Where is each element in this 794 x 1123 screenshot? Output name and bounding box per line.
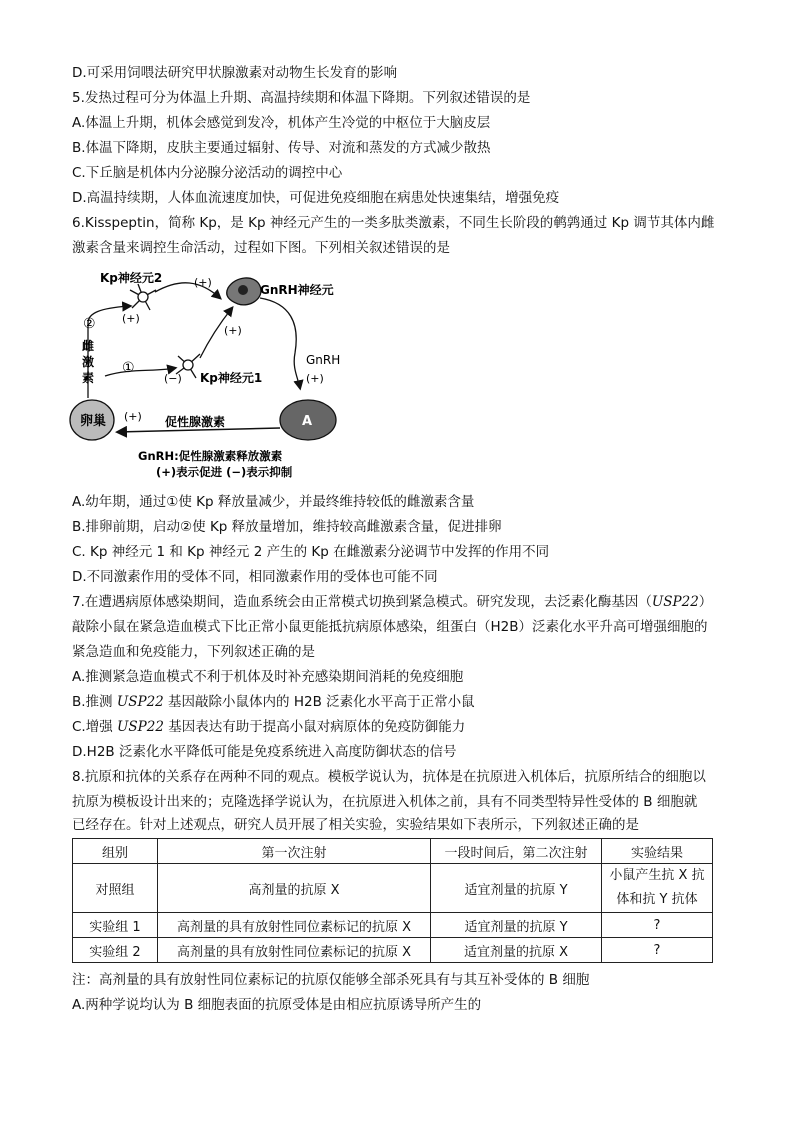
q6-option-d: D.不同激素作用的受体不同，相同激素作用的受体也可能不同	[72, 569, 438, 585]
q4-option-d: D.可采用饲喂法研究甲状腺激素对动物生长发育的影响	[72, 65, 398, 81]
q8-note: 注：高剂量的具有放射性同位素标记的抗原仅能够全部杀死具有与其互补受体的 B 细胞	[72, 972, 590, 988]
experiment-table	[72, 838, 713, 963]
q6-option-c: C. Kp 神经元 1 和 Kp 神经元 2 产生的 Kp 在雌激素分泌调节中发挥的作用不同	[72, 544, 550, 560]
table-cell: ?	[602, 913, 713, 938]
table-cell: 适宜剂量的抗原 Y	[431, 913, 602, 938]
q6-option-a: A.幼年期，通过①使 Kp 释放量减少，并最终维持较低的雌激素含量	[72, 494, 475, 510]
q5-option-d: D.高温持续期，人体血流速度加快，可促进免疫细胞在病患处快速集结，增强免疫	[72, 190, 560, 206]
plus-label-1: (+)	[194, 276, 212, 289]
q7-stem-line3: 紧急造血和免疫能力，下列叙述正确的是	[72, 644, 315, 660]
plus-label-4: (+)	[122, 312, 140, 325]
plus-label-5: (+)	[124, 410, 142, 423]
q6-stem-line1: 6.Kisspeptin，简称 Kp，是 Kp 神经元产生的一类多肽类激素，不同生长阶段的鹌鹑通过 Kp 调节其体内雌	[72, 215, 715, 231]
table-header: 第一次注射	[158, 839, 431, 864]
table-cell: 对照组	[73, 864, 158, 913]
kp-neuron-1-label: Kp神经元1	[200, 371, 263, 385]
q5-option-c: C.下丘脑是机体内分泌腺分泌活动的调控中心	[72, 165, 343, 181]
q7-option-c: C.增强 USP22 基因表达有助于提高小鼠对病原体的免疫防御能力	[72, 719, 466, 735]
q5-option-b: B.体温下降期，皮肤主要通过辐射、传导、对流和蒸发的方式减少散热	[72, 140, 491, 156]
table-cell: 高剂量的具有放射性同位素标记的抗原 X	[158, 938, 431, 963]
q7-option-b: B.推测 USP22 基因敲除小鼠体内的 H2B 泛素化水平高于正常小鼠	[72, 694, 475, 710]
estrogen-char-1: 雌	[82, 339, 95, 353]
q8-option-a: A.两种学说均认为 B 细胞表面的抗原受体是由相应抗原诱导所产生的	[72, 997, 482, 1013]
table-cell: 适宜剂量的抗原 X	[431, 938, 602, 963]
legend-line-2: (+)表示促进 (−)表示抑制	[156, 465, 293, 479]
q6-stem-line2: 激素含量来调控生命活动，过程如下图。下列相关叙述错误的是	[72, 240, 450, 256]
kp-neuron-1	[176, 354, 262, 385]
estrogen-char-2: 激	[82, 355, 95, 369]
q6-option-b: B.排卵前期，启动②使 Kp 释放量增加，维持较高雌激素含量，促进排卵	[72, 519, 502, 535]
table-cell: 实验组 2	[73, 938, 158, 963]
gnrh-label: GnRH	[306, 353, 341, 367]
q8-stem-line3: 已经存在。针对上述观点，研究人员开展了相关实验，实验结果如下表所示，下列叙述正确的是	[72, 817, 639, 833]
table-row	[73, 864, 713, 913]
table-header: 组别	[73, 839, 158, 864]
q5-option-a: A.体温上升期，机体会感觉到发冷，机体产生冷觉的中枢位于大脑皮层	[72, 115, 491, 131]
legend-line-1: GnRH:促性腺激素释放激素	[138, 449, 283, 463]
table-cell: 适宜剂量的抗原 Y	[431, 864, 602, 913]
circle-2-label: ②	[83, 316, 96, 332]
q7-stem-line2: 敲除小鼠在紧急造血模式下比正常小鼠更能抵抗病原体感染，组蛋白（H2B）泛素化水平升高可增强细胞的	[72, 619, 708, 635]
kp-regulation-diagram	[60, 268, 380, 490]
gnrh-neuron	[227, 278, 334, 305]
table-cell: 小鼠产生抗 X 抗 体和抗 Y 抗体	[602, 864, 713, 913]
q8-stem-line1: 8.抗原和抗体的关系存在两种不同的观点。模板学说认为，抗体是在抗原进入机体后，抗原所结合的细胞以	[72, 769, 706, 785]
table-row	[73, 938, 713, 963]
q7-option-a: A.推测紧急造血模式不利于机体及时补充感染期间消耗的免疫细胞	[72, 669, 464, 685]
gonadotropin-label: 促性腺激素	[165, 415, 226, 429]
table-header: 一段时间后，第二次注射	[431, 839, 602, 864]
table-cell: 高剂量的具有放射性同位素标记的抗原 X	[158, 913, 431, 938]
ovary-label: 卵巢	[80, 414, 107, 429]
table-cell: 实验组 1	[73, 913, 158, 938]
plus-label-3: (+)	[224, 324, 242, 337]
estrogen-char-3: 素	[82, 371, 95, 385]
table-header-row	[73, 839, 713, 864]
plus-label-2: (+)	[306, 372, 324, 385]
kp-neuron-2-label: Kp神经元2	[100, 271, 163, 285]
q7-stem-line1: 7.在遭遇病原体感染期间，造血系统会由正常模式切换到紧急模式。研究发现，去泛素化酶基因（USP22）	[72, 594, 713, 610]
gland-a	[280, 400, 336, 440]
table-cell: ?	[602, 938, 713, 963]
q8-stem-line2: 抗原为模板设计出来的；克隆选择学说认为，在抗原进入机体之前，具有不同类型特异性受体的 B 细胞就	[72, 794, 698, 810]
q7-option-d: D.H2B 泛素化水平降低可能是免疫系统进入高度防御状态的信号	[72, 744, 457, 760]
circle-1-label: ①	[122, 360, 135, 376]
gnrh-to-a-arrow	[260, 298, 300, 388]
table-cell: 高剂量的抗原 X	[158, 864, 431, 913]
table-row	[73, 913, 713, 938]
kp-neuron-2	[100, 270, 162, 310]
minus-label: (−)	[164, 372, 182, 385]
table-header: 实验结果	[602, 839, 713, 864]
gnrh-neuron-label: GnRH神经元	[260, 283, 334, 297]
gland-a-label: A	[302, 414, 313, 429]
q5-stem: 5.发热过程可分为体温上升期、高温持续期和体温下降期。下列叙述错误的是	[72, 90, 531, 106]
ovary	[70, 400, 114, 440]
